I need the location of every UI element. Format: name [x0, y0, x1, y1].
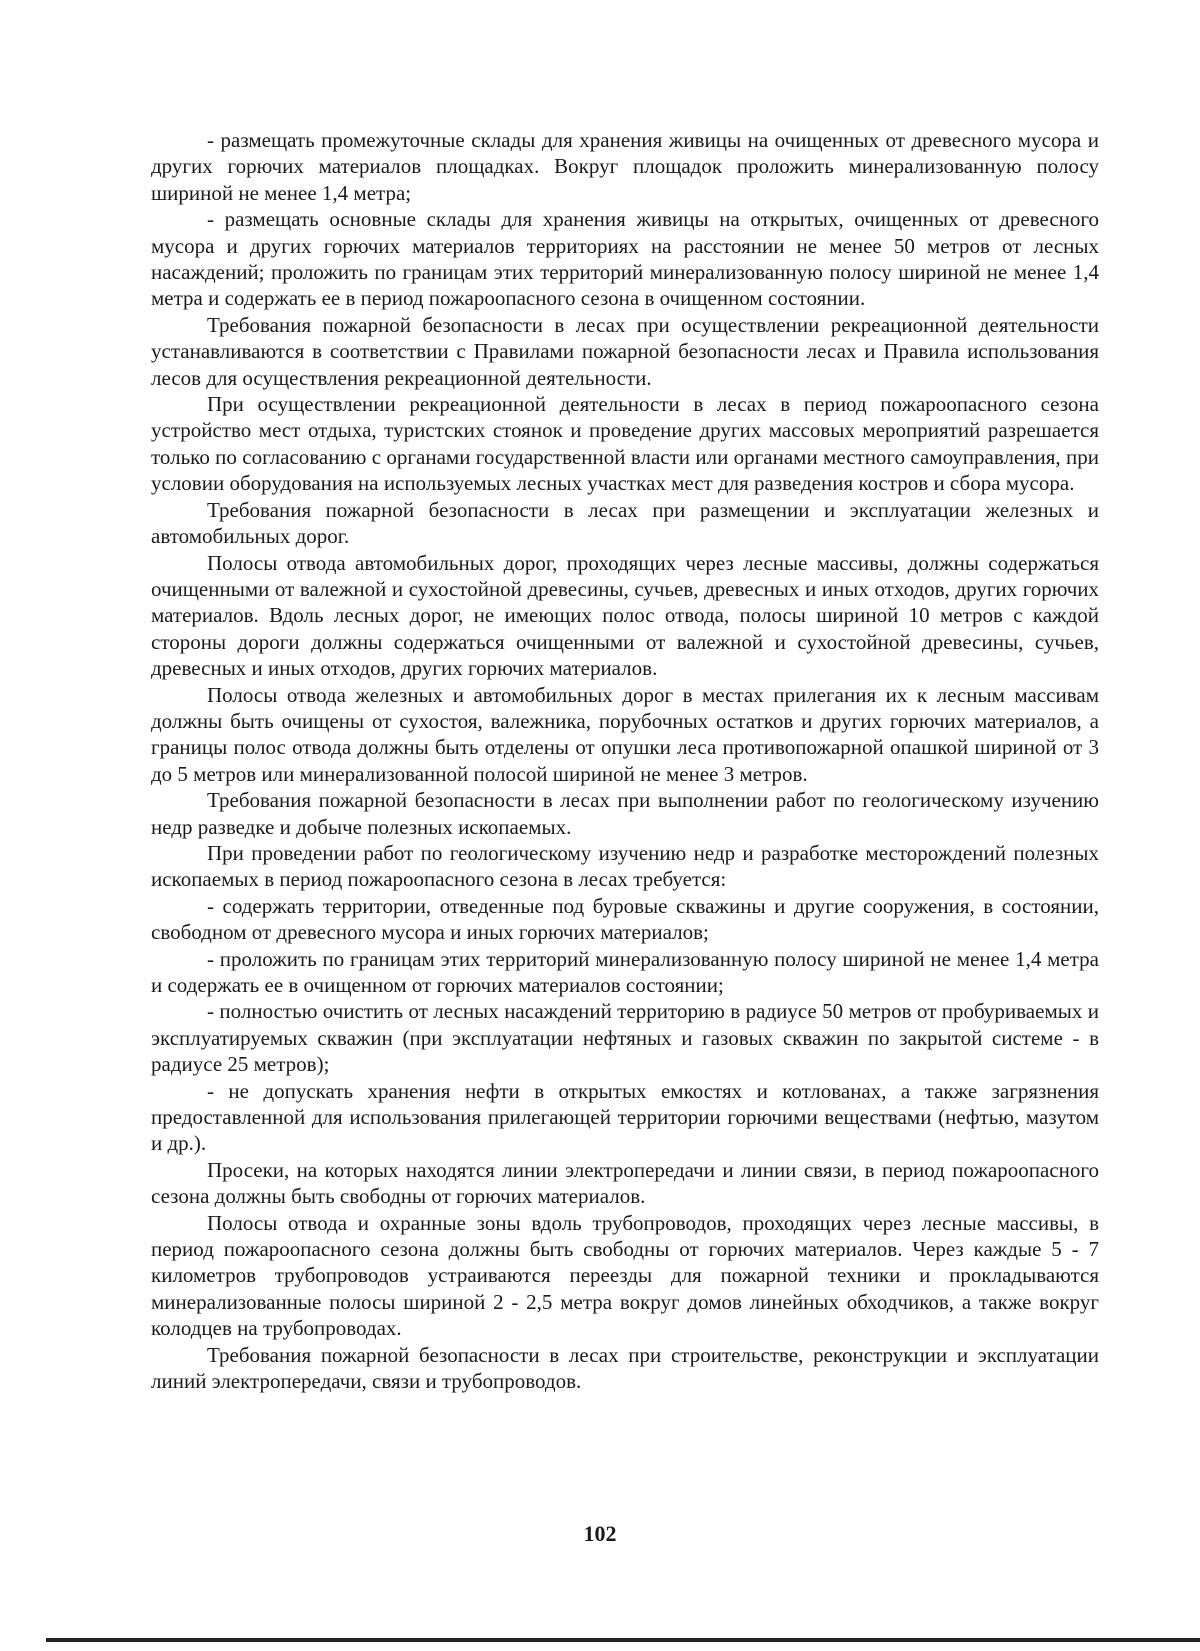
paragraph-road-strips: Полосы отвода автомобильных дорог, проходящих через лесные массивы, должны содержаться очищенными от валежной и сухостойной древесины, сучьев, древесных и иных отходов, других горючих материалов. Вдоль лесных дорог, не имеющих полос отвода, полосы шириной 10 метров с каждой стороны дороги должны содержаться очищенными от валежной и сухостойной древесины, сучьев, древесных и иных отходов, других горючих материалов.	[151, 550, 1099, 681]
paragraph-geology-item-3: - полностью очистить от лесных насаждений территорию в радиусе 50 метров от пробуриваемых и эксплуатируемых скважин (при эксплуатации нефтяных и газовых скважин по закрытой системе - в радиусе 25 метров);	[151, 999, 1099, 1077]
page-number: 102	[583, 1521, 617, 1546]
paragraph-recreation-requirements: Требования пожарной безопасности в лесах при осуществлении рекреационной деятельности устанавливаются в соответствии с Правилами пожарной безопасности лесах и Правила использования лесов для осуществления рекреационной деятельности.	[151, 312, 1099, 390]
paragraph-roads-requirements: Требования пожарной безопасности в лесах при размещении и эксплуатации железных и автомобильных дорог.	[151, 497, 1099, 549]
paragraph-construction-requirements: Требования пожарной безопасности в лесах при строительстве, реконструкции и эксплуатации линий электропередачи, связи и трубопроводов.	[151, 1342, 1099, 1394]
paragraph-resin-main-storage: - размещать основные склады для хранения живицы на открытых, очищенных от древесного мусора и других горючих материалов территориях на расстоянии не менее 50 метров от лесных насаждений; проложить по границам этих территорий минерализованную полосу шириной не менее 1,4 метра и содержать ее в период пожароопасного сезона в очищенном состоянии.	[151, 207, 1099, 311]
paragraph-power-line-clearings: Просеки, на которых находятся линии электропередачи и линии связи, в период пожароопасного сезона должны быть свободны от горючих материалов.	[151, 1157, 1099, 1209]
body-text	[151, 127, 1099, 1395]
paragraph-geology-item-1: - содержать территории, отведенные под буровые скважины и другие сооружения, в состоянии, свободном от древесного мусора и иных горючих материалов;	[151, 893, 1099, 945]
bottom-divider	[46, 1638, 1200, 1642]
paragraph-geology-intro: При проведении работ по геологическому изучению недр и разработке месторождений полезных ископаемых в период пожароопасного сезона в лесах требуется:	[151, 840, 1099, 892]
paragraph-pipelines: Полосы отвода и охранные зоны вдоль трубопроводов, проходящих через лесные массивы, в период пожароопасного сезона должны быть свободны от горючих материалов. Через каждые 5 - 7 километров трубопроводов устраиваются переезды для пожарной техники и прокладываются минерализованные полосы шириной 2 - 2,5 метра вокруг домов линейных обходчиков, а также вокруг колодцев на трубопроводах.	[151, 1210, 1099, 1341]
paragraph-geology-requirements: Требования пожарной безопасности в лесах при выполнении работ по геологическому изучению недр разведке и добыче полезных ископаемых.	[151, 788, 1099, 839]
paragraph-rail-road-strips: Полосы отвода железных и автомобильных дорог в местах прилегания их к лесным массивам должны быть очищены от сухостоя, валежника, порубочных остатков и других горючих материалов, а границы полос отвода должны быть отделены от опушки леса противопожарной опашкой шириной от 3 до 5 метров или минерализованной полосой шириной не менее 3 метров.	[151, 682, 1099, 786]
paragraph-recreation-fire-season: При осуществлении рекреационной деятельности в лесах в период пожароопасного сезона устройство мест отдыха, туристских стоянок и проведение других массовых мероприятий разрешается только по согласованию с органами государственной власти или органами местного самоуправления, при условии оборудования на используемых лесных участках мест для разведения костров и сбора мусора.	[151, 392, 1099, 496]
paragraph-resin-intermediate-storage: - размещать промежуточные склады для хранения живицы на очищенных от древесного мусора и других горючих материалов площадках. Вокруг площадок проложить минерализованную полосу шириной не менее 1,4 метра;	[151, 128, 1099, 205]
paragraph-geology-item-4: - не допускать хранения нефти в открытых емкостях и котлованах, а также загрязнения предоставленной для использования прилегающей территории горючими веществами (нефтью, мазутом и др.).	[151, 1078, 1099, 1156]
paragraph-geology-item-2: - проложить по границам этих территорий минерализованную полосу шириной не менее 1,4 метра и содержать ее в очищенном от горючих материалов состоянии;	[151, 946, 1099, 997]
